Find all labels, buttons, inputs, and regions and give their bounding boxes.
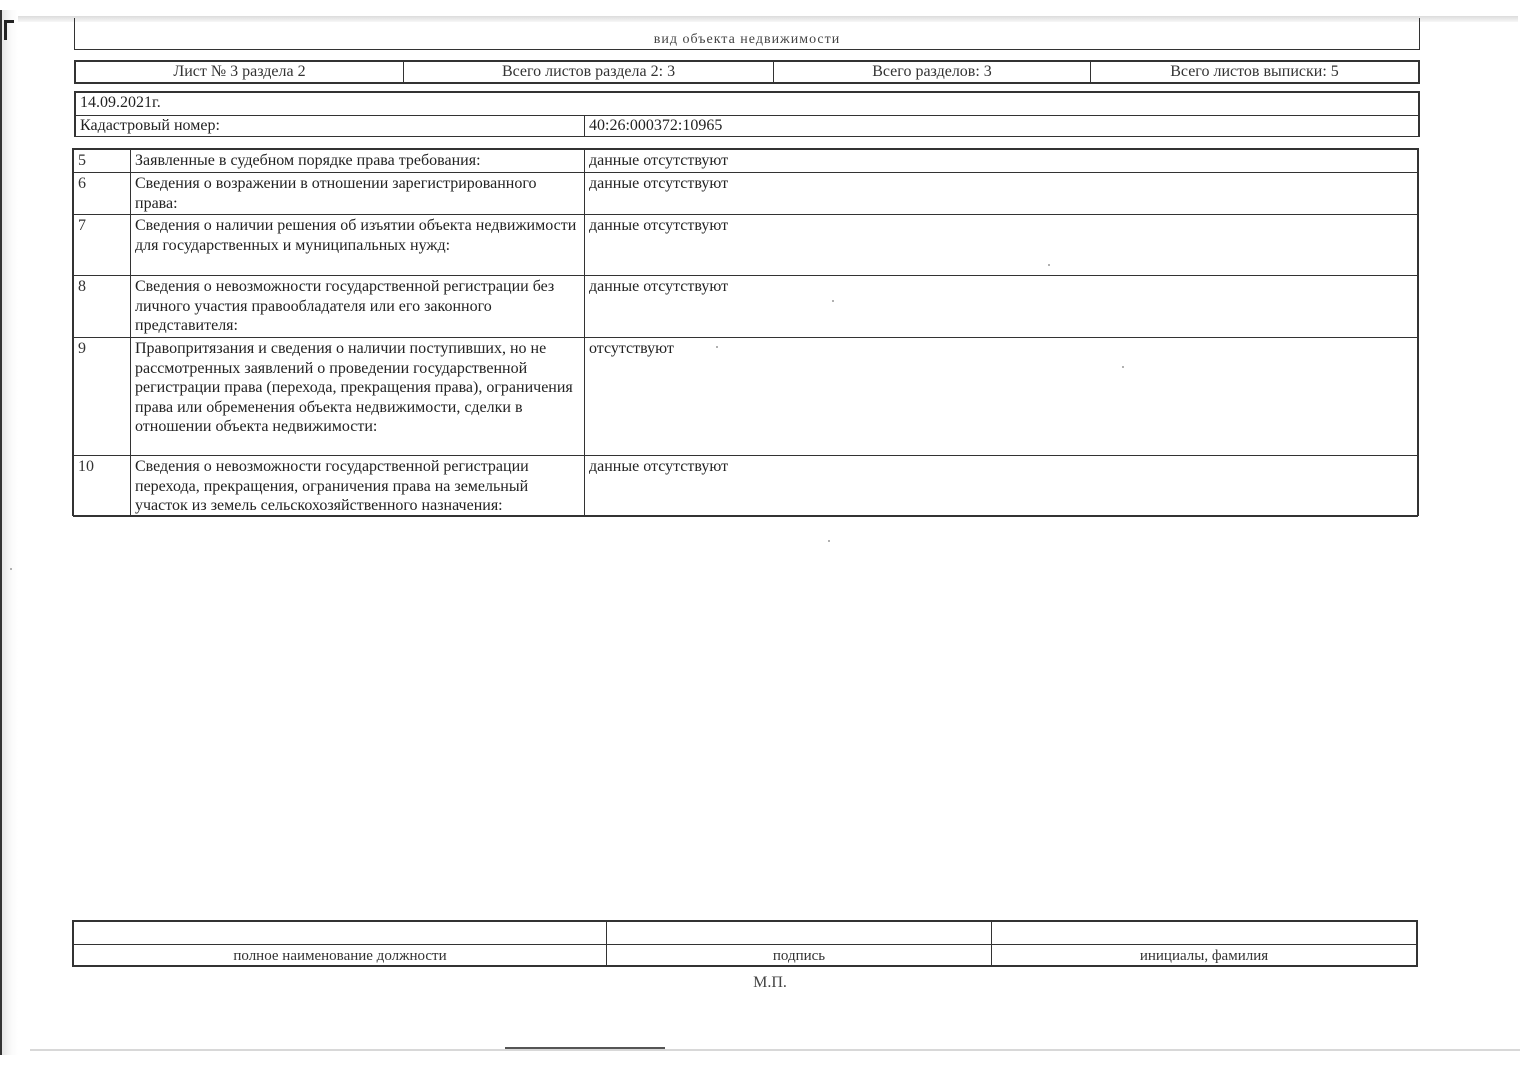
sheet-number: Лист № 3 раздела 2 [76, 62, 404, 83]
row-label: Правопритязания и сведения о наличии поступивших, но не рассмотренных заявлений о проведении государственной регистрации права (перехода, прекращения права), ограничения права или обременения объекта недвижимости, сделки в отношении объекта недвижимости: [131, 338, 585, 456]
name-caption: инициалы, фамилия [992, 945, 1417, 966]
signature-field [607, 922, 992, 945]
row-value: данные отсутствуют [585, 150, 1418, 173]
signature-table [72, 920, 1418, 967]
row-label: Сведения о невозможности государственной регистрации перехода, прекращения, ограничения права на земельный участок из земель сельскохозяйственного назначения: [131, 456, 585, 517]
row-value: данные отсутствуют [585, 215, 1418, 276]
scan-corner-mark [4, 20, 14, 40]
row-label: Сведения о наличии решения об изъятии объекта недвижимости для государственных и муниципальных нужд: [131, 215, 585, 276]
row-number: 8 [74, 276, 131, 338]
row-label: Сведения о невозможности государственной регистрации без личного участия правообладателя или его законного представителя: [131, 276, 585, 338]
object-type-title: вид объекта недвижимости [74, 18, 1420, 50]
sheet-info-table [74, 60, 1420, 84]
signature-caption: подпись [607, 945, 992, 966]
row-label: Заявленные в судебном порядке права требования: [131, 150, 585, 173]
name-field [992, 922, 1417, 945]
rights-table [72, 148, 1419, 516]
scan-mark [505, 1047, 665, 1049]
scan-edge-bottom [30, 1049, 1520, 1051]
table-row [74, 338, 1418, 456]
scan-edge-left [0, 10, 18, 1055]
table-row [74, 150, 1418, 173]
cadastral-label: Кадастровый номер: [76, 116, 585, 137]
row-label: Сведения о возражении в отношении зарегистрированного права: [131, 173, 585, 215]
row-number: 10 [74, 456, 131, 517]
stamp-place: М.П. [753, 974, 787, 991]
row-value: данные отсутствуют [585, 276, 1418, 338]
table-row [74, 215, 1418, 276]
row-number: 7 [74, 215, 131, 276]
position-field [74, 922, 607, 945]
table-row [74, 173, 1418, 215]
row-number: 9 [74, 338, 131, 456]
cadastral-number: 40:26:000372:10965 [585, 116, 1419, 137]
position-caption: полное наименование должности [74, 945, 607, 966]
extract-date: 14.09.2021г. [76, 93, 1419, 116]
row-value: данные отсутствуют [585, 456, 1418, 517]
scan-speck [828, 540, 830, 542]
total-sections: Всего разделов: 3 [774, 62, 1091, 83]
row-number: 6 [74, 173, 131, 215]
table-row [74, 456, 1418, 517]
total-sheets-section: Всего листов раздела 2: 3 [404, 62, 774, 83]
table-row [74, 276, 1418, 338]
row-value: данные отсутствуют [585, 173, 1418, 215]
row-number: 5 [74, 150, 131, 173]
scan-speck [10, 568, 12, 570]
total-sheets-extract: Всего листов выписки: 5 [1091, 62, 1419, 83]
row-value: отсутствуют [585, 338, 1418, 456]
cadastral-table [74, 91, 1420, 137]
